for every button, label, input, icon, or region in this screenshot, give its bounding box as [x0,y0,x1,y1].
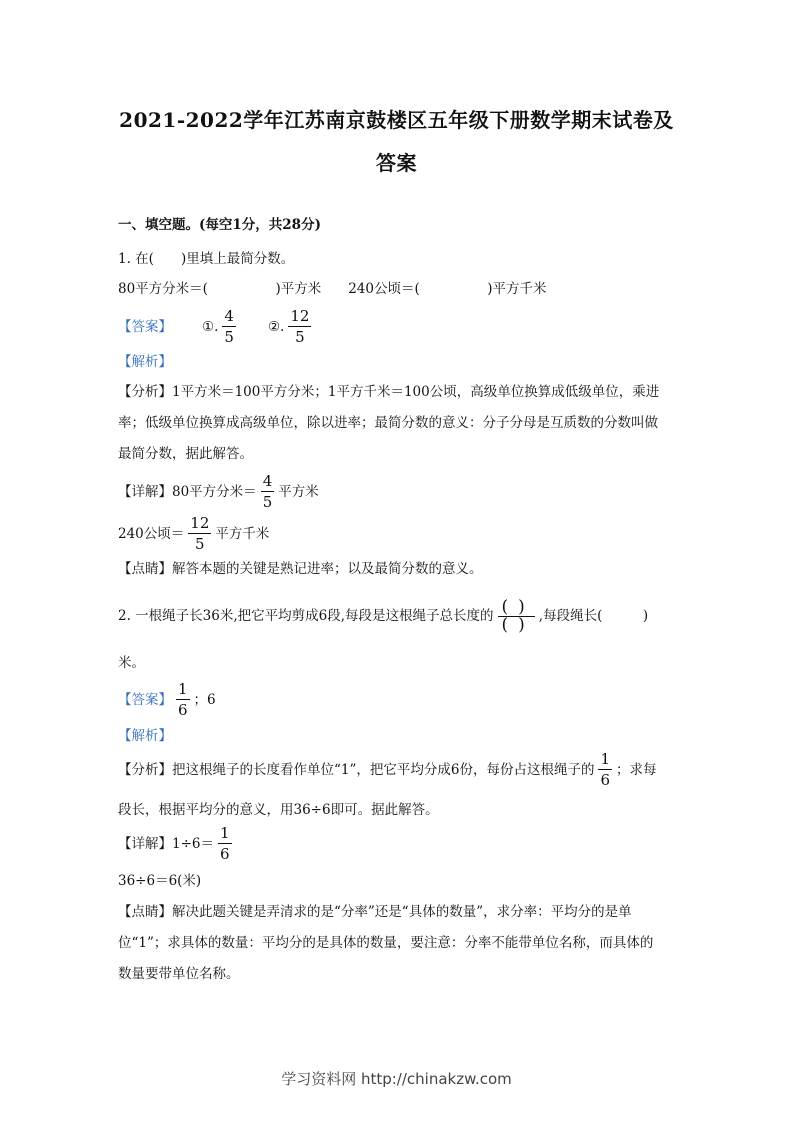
detail-unit: 平方千米 [215,526,270,542]
dianjing-tag: 【点睛】 [118,561,172,577]
detail-text: 1÷6＝ [172,836,214,852]
fenxi-tag: 【分析】 [118,384,172,400]
q2-stem-line2: 米。 [118,655,145,671]
q1-blanks: 80平方分米＝( )平方米 240公顷＝( )平方千米 [118,281,547,297]
fraction-denominator-blank: () [501,614,535,635]
detail-fraction [261,474,275,510]
detail-tag: 【详解】 [118,836,172,852]
q1-stem: 1. 在( )里填上最简分数。 [118,251,295,267]
q2-detail-line1 [118,823,236,865]
answer-1-fraction [222,309,236,345]
answer-fraction [176,682,190,718]
q2-stem [118,593,648,639]
answer-tag: 【答案】 [118,692,172,708]
q2-blank-fraction [498,596,535,635]
answer-2-label: ②. [267,319,285,335]
page-title: 2021-2022学年江苏南京鼓楼区五年级下册数学期末试卷及 [119,108,674,132]
detail-tag: 【详解】 [118,484,172,500]
fraction-numerator-blank: () [498,599,535,617]
q1-detail-line2 [118,513,269,555]
detail-fraction [218,826,232,862]
fraction-numerator: 12 [190,514,210,532]
q1-detail-line1 [118,471,319,513]
q2-dianjing-line3: 数量要带单位名称。 [118,966,240,982]
q1-fenxi-line3: 最简分数，据此解答。 [118,446,253,462]
q2-answer [118,679,216,721]
fraction-numerator: 1 [178,680,188,698]
dianjing-text: 解决此题关键是弄清求的是“分率”还是“具体的数量”，求分率：平均分的是单 [172,904,632,920]
q1-fenxi-line1 [118,382,659,402]
fraction-numerator: 1 [220,824,230,842]
fraction-numerator: 12 [290,307,310,325]
q1-analysis-tag: 【解析】 [118,354,172,370]
q2-detail-line2: 36÷6＝6(米) [118,873,202,889]
q2-fenxi-line1 [118,749,657,791]
dianjing-text: 解答本题的关键是熟记进率；以及最简分数的意义。 [172,561,483,577]
answer-1-label: ①. [202,319,219,335]
answer-2-fraction [288,309,311,345]
fraction-denominator: 5 [224,328,234,346]
detail-text: 80平方分米＝ [172,484,257,500]
q1-fenxi-line2: 率；低级单位换算成高级单位，除以进率；最简分数的意义：分子分母是互质数的分数叫做 [118,415,658,431]
q2-analysis-tag: 【解析】 [118,728,172,744]
q2-dianjing-line1 [118,902,632,922]
detail-unit: 平方米 [278,484,319,500]
q2-dianjing-line2: 位“1”；求具体的数量：平均分的是具体的数量，要注意：分率不能带单位名称，而具体的 [118,935,654,951]
fenxi-tag: 【分析】 [118,762,172,778]
fraction-denominator: 6 [220,845,230,863]
q1-answer [118,306,315,348]
fraction-denominator: 5 [295,328,305,346]
section-heading: 一、填空题。(每空1分，共28分) [118,217,321,233]
fraction-denominator: 6 [178,701,188,719]
fraction-denominator: 5 [262,493,273,511]
fenxi-text-end: ；求每 [616,762,657,778]
q1-dianjing [118,559,483,579]
dianjing-tag: 【点睛】 [118,904,172,920]
fenxi-fraction [598,752,612,788]
fenxi-text: 把这根绳子的长度看作单位“1”，把它平均分成6份，每份占这根绳子的 [172,762,595,778]
answer-tag: 【答案】 [118,319,172,335]
q2-stem-text: 2. 一根绳子长36米,把它平均剪成6段,每段是这根绳子总长度的 [118,608,494,624]
detail-fraction [188,516,211,552]
detail-text: 240公顷＝ [118,526,185,542]
fraction-denominator: 5 [195,535,205,553]
answer-text: ；6 [193,692,216,708]
fenxi-text: 1平方米＝100平方分米；1平方千米＝100公顷，高级单位换算成低级单位，乘进 [172,384,660,400]
site-watermark-footer: 学习资料网 http://chinakzw.com [281,1070,512,1088]
fraction-numerator: 4 [224,307,234,325]
fraction-denominator: 6 [600,771,611,789]
q2-fenxi-line2: 段长，根据平均分的意义，用36÷6即可。据此解答。 [118,802,439,818]
fraction-numerator: 1 [600,750,611,768]
q2-stem-suffix: ,每段绳长( ) [538,608,649,624]
fraction-numerator: 4 [262,472,273,490]
page-title-continued: 答案 [376,151,417,175]
